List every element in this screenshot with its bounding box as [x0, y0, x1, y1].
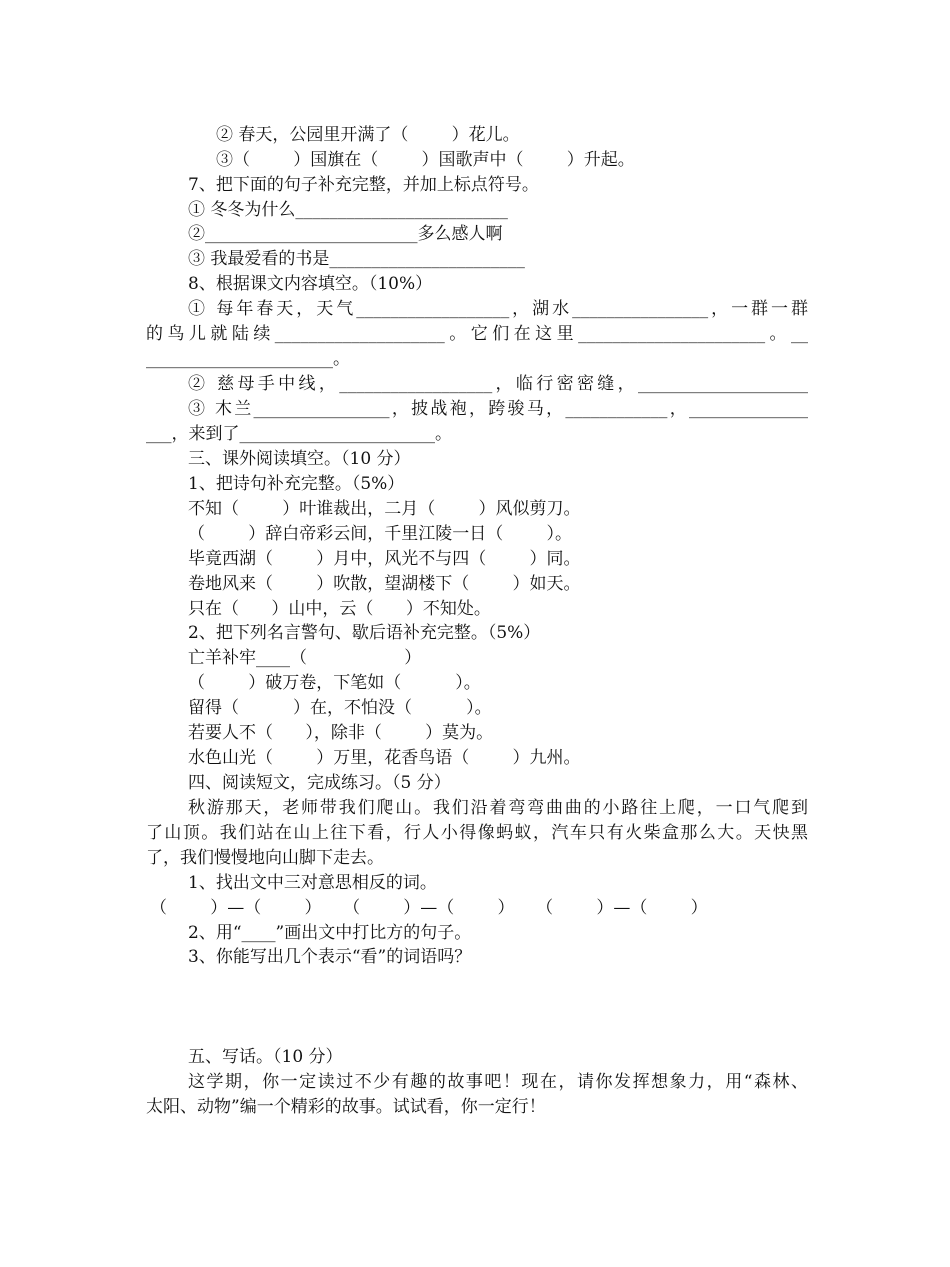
- proverb-line-5: 水色山光（ ）万里，花香鸟语（ ）九州。: [188, 748, 581, 768]
- q8-item-1-line-2: 的鸟儿就陆续____________________。它们在这里______________________。__: [146, 324, 808, 344]
- poem-line-2: （ ）辞白帝彩云间，千里江陵一日（ ）。: [188, 524, 572, 544]
- passage-line-3: 了，我们慢慢地向山脚下走去。: [146, 848, 384, 868]
- s4-q2: 2、用“____”画出文中打比方的句子。: [188, 923, 472, 943]
- q6-item-3: ③（ ）国旗在（ ）国歌声中（ ）升起。: [216, 150, 635, 170]
- s4-q3: 3、你能写出几个表示“看”的词语吗？: [188, 947, 472, 967]
- section-4-heading: 四、阅读短文，完成练习。（5 分）: [188, 773, 451, 793]
- q8-heading: 8、根据课文内容填空。（10%）: [188, 274, 433, 294]
- poem-line-1: 不知（ ）叶谁裁出，二月（ ）风似剪刀。: [188, 499, 581, 519]
- section-5-heading: 五、写话。（10 分）: [188, 1047, 343, 1067]
- proverb-line-2: （ ）破万卷，下笔如（ ）。: [188, 673, 481, 693]
- s3-q2-heading: 2、把下列名言警句、歇后语补充完整。（5%）: [188, 623, 541, 643]
- s4-q1-heading: 1、找出文中三对意思相反的词。: [188, 873, 437, 893]
- writing-prompt-line-1: 这学期，你一定读过不少有趣的故事吧！现在，请你发挥想象力，用“森林、: [188, 1072, 808, 1092]
- passage-line-2: 了山顶。我们站在山上往下看，行人小得像蚂蚁，汽车只有火柴盒那么大。天快黑: [146, 823, 808, 843]
- q7-item-3: ③ 我最爱看的书是_______________________: [188, 249, 525, 269]
- proverb-line-4: 若要人不（ ），除非（ ）莫为。: [188, 723, 494, 743]
- q6-item-2: ② 春天，公园里开满了（ ）花儿。: [216, 125, 520, 145]
- section-3-heading: 三、课外阅读填空。（10 分）: [188, 449, 411, 469]
- q7-item-2: ②_________________________多么感人啊: [188, 224, 503, 244]
- proverb-line-1: 亡羊补牢____（ ）: [188, 648, 422, 668]
- q8-item-1-line-1: ① 每年春天，天气__________________，湖水________________，一群一群: [188, 299, 808, 319]
- antonym-blanks: （ ）—（ ） （ ）—（ ） （ ）—（ ）: [150, 898, 708, 918]
- writing-prompt-line-2: 太阳、动物”编一个精彩的故事。试试看，你一定行！: [146, 1097, 546, 1117]
- poem-line-5: 只在（ ）山中，云（ ）不知处。: [188, 599, 491, 619]
- q8-item-2: ② 慈母手中线，__________________，临行密密缝，____________________: [188, 374, 808, 394]
- q8-item-3-line-2: ___，来到了_______________________。: [146, 424, 452, 444]
- q7-heading: 7、把下面的句子补充完整，并加上标点符号。: [188, 175, 539, 195]
- s3-q1-heading: 1、把诗句补充完整。（5%）: [188, 474, 405, 494]
- passage-line-1: 秋游那天，老师带我们爬山。我们沿着弯弯曲曲的小路往上爬，一口气爬到: [188, 798, 808, 818]
- proverb-line-3: 留得（ ）在，不怕没（ ）。: [188, 698, 492, 718]
- q8-item-1-line-3: ______________________。: [146, 349, 350, 369]
- q8-item-3-line-1: ③ 木兰________________，披战袍，跨骏马，____________，______________: [188, 399, 808, 419]
- poem-line-4: 卷地风来（ ）吹散，望湖楼下（ ）如天。: [188, 574, 581, 594]
- poem-line-3: 毕竟西湖（ ）月中，风光不与四（ ）同。: [188, 549, 581, 569]
- q7-item-1: ① 冬冬为什么_________________________: [188, 200, 508, 220]
